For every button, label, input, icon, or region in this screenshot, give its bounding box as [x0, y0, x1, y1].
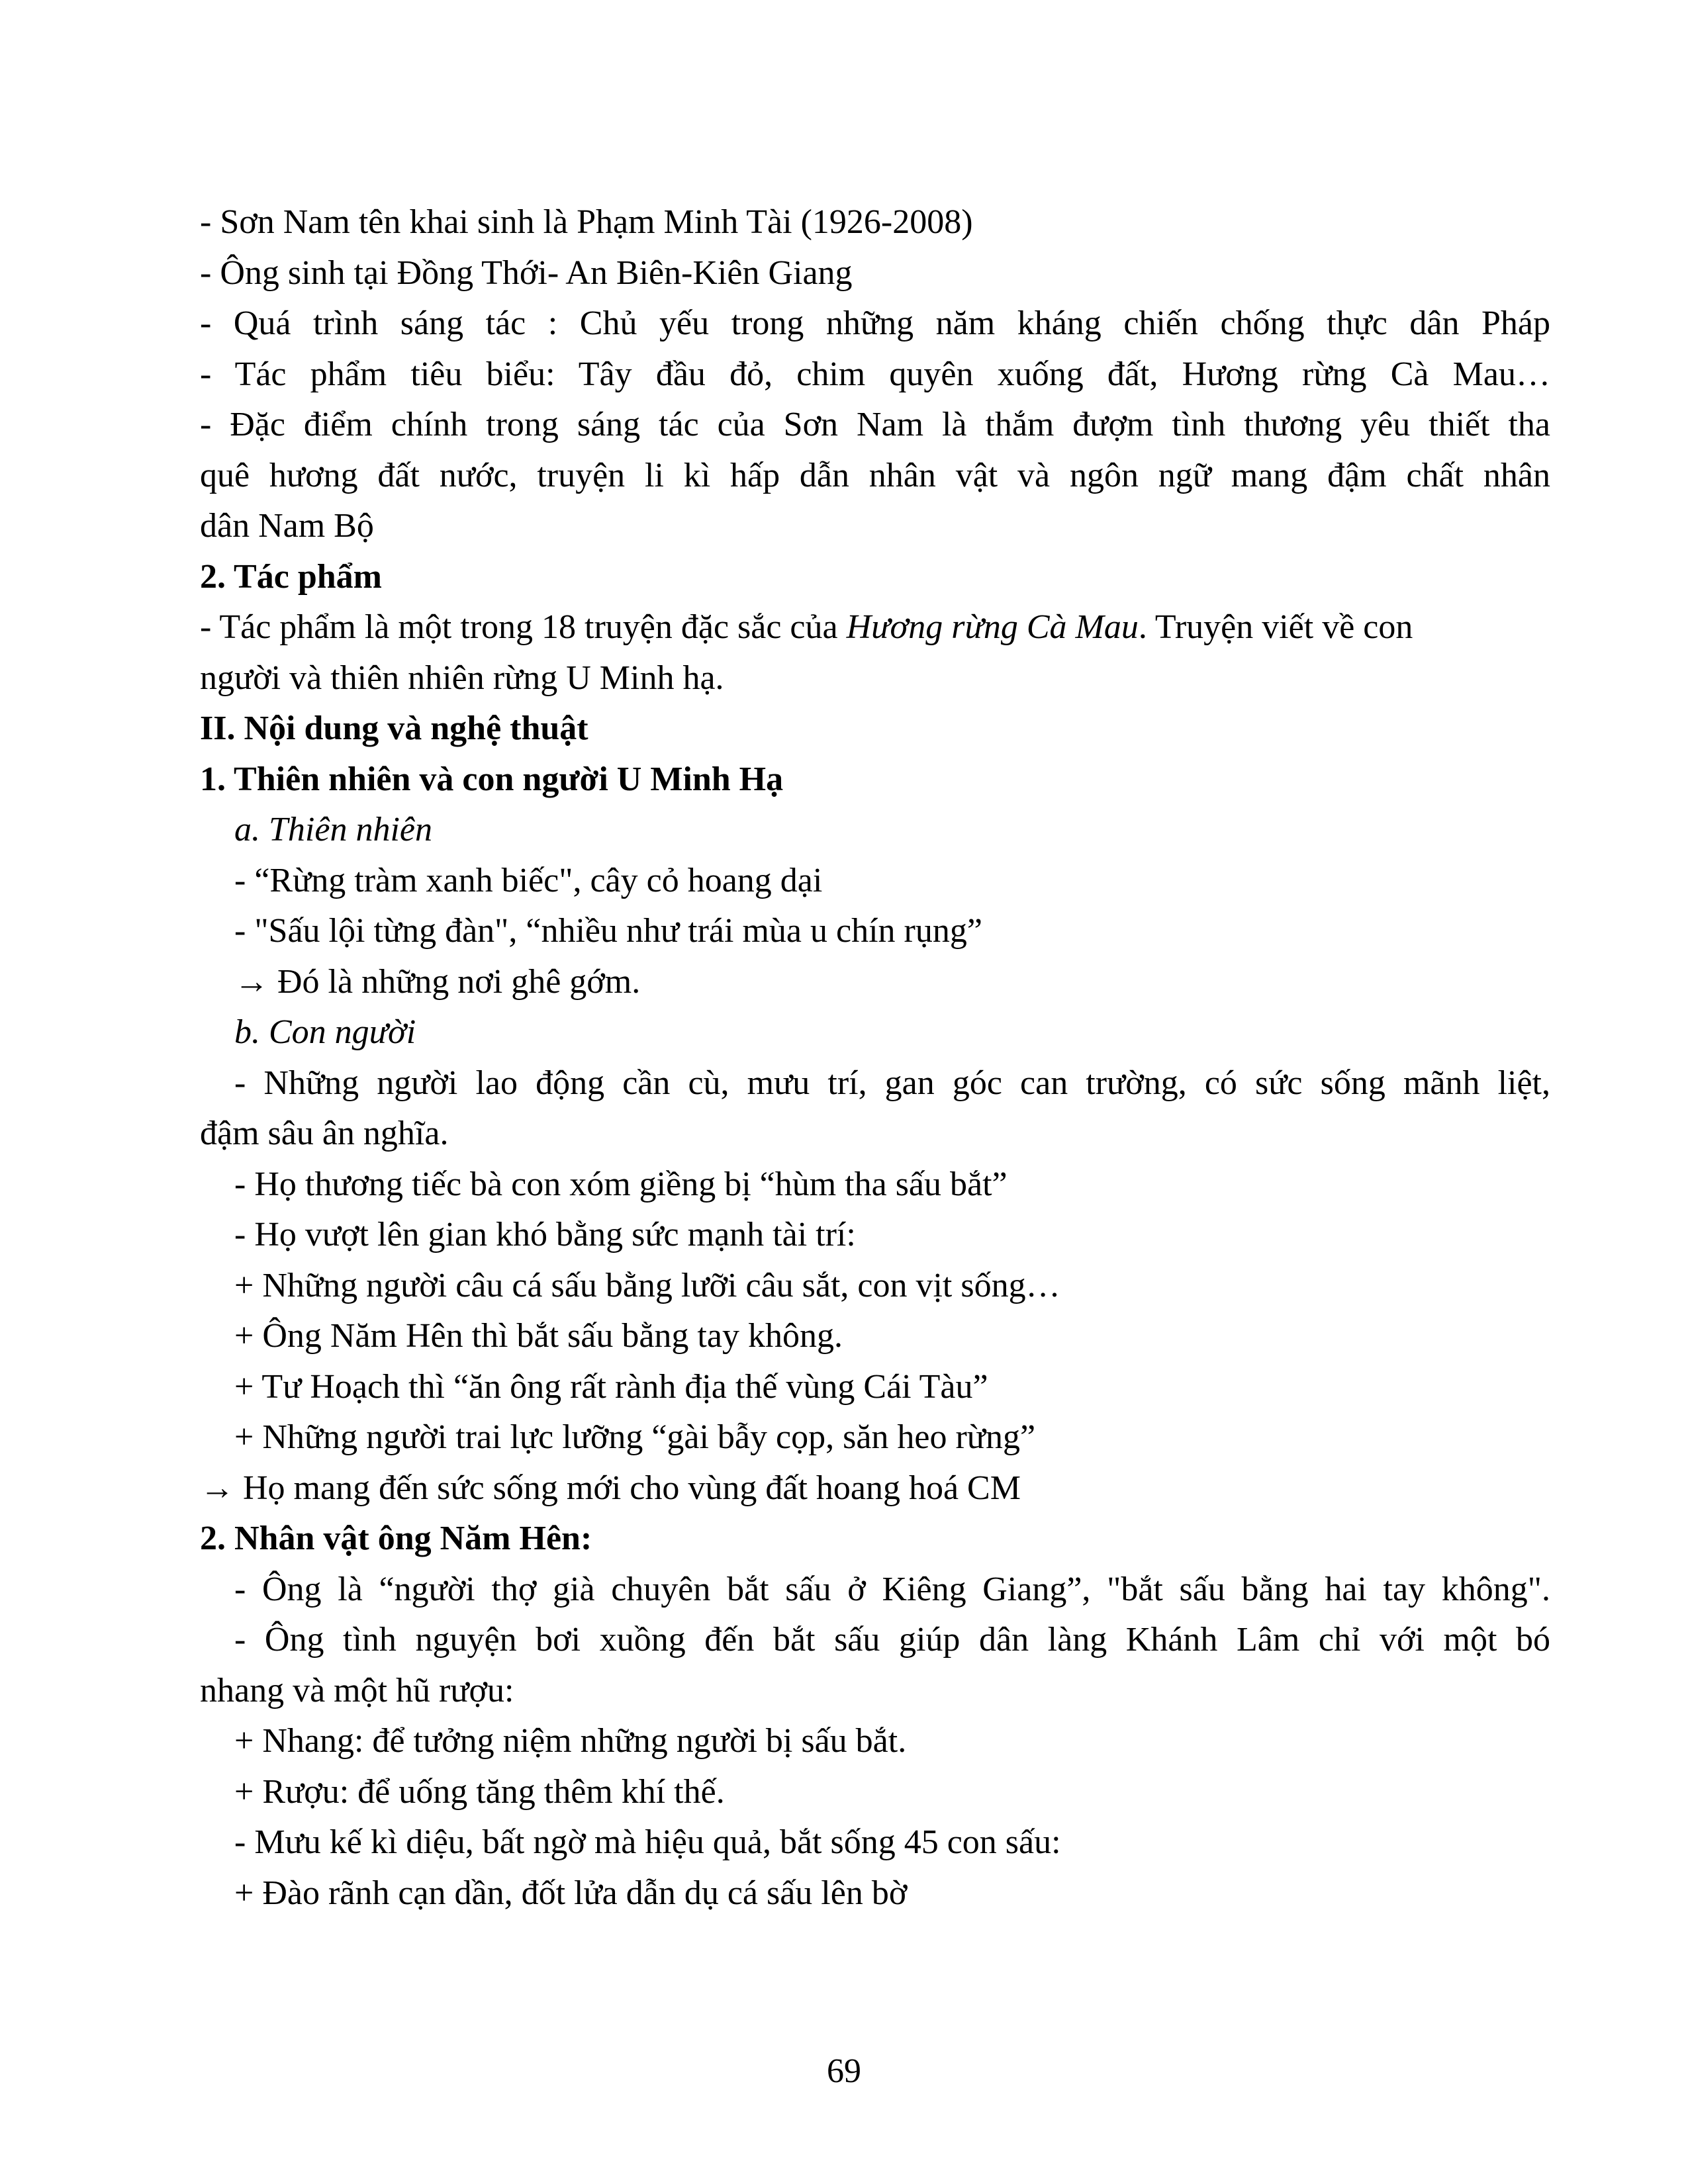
- subsection-heading: 1. Thiên nhiên và con người U Minh Hạ: [200, 760, 784, 798]
- text-line: [200, 602, 1550, 653]
- text-segment: - Tác phẩm là một trong 18 truyện đặc sắc của: [200, 608, 847, 646]
- page-number: 69: [827, 2052, 861, 2090]
- text-line: - Quá trình sáng tác : Chủ yếu trong những năm kháng chiến chống thực dân Pháp: [200, 304, 1550, 342]
- conclusion-line: → Họ mang đến sức sống mới cho vùng đất hoang hoá CM: [200, 1469, 1021, 1507]
- text-line: - "Sấu lội từng đàn", “nhiều như trái mùa u chín rụng”: [234, 912, 982, 950]
- text-line: quê hương đất nước, truyện li kì hấp dẫn nhân vật và ngôn ngữ mang đậm chất nhân: [200, 456, 1550, 494]
- sub-heading: b. Con người: [234, 1013, 416, 1051]
- bullet-item: + Rượu: để uống tăng thêm khí thế.: [234, 1772, 725, 1811]
- book-title: Hương rừng Cà Mau: [846, 608, 1139, 646]
- bullet-item: + Đào rãnh cạn dần, đốt lửa dẫn dụ cá sấu lên bờ: [234, 1874, 908, 1912]
- text-line: - “Rừng tràm xanh biếc", cây cỏ hoang dại: [234, 861, 823, 899]
- text-line: - Tác phẩm tiêu biểu: Tây đầu đỏ, chim quyên xuống đất, Hương rừng Cà Mau…: [200, 355, 1550, 393]
- text-line: người và thiên nhiên rừng U Minh hạ.: [200, 659, 724, 697]
- text-line: nhang và một hũ rượu:: [200, 1671, 514, 1709]
- text-line: đậm sâu ân nghĩa.: [200, 1115, 449, 1152]
- section-heading: 2. Tác phẩm: [200, 557, 382, 596]
- bullet-item: + Nhang: để tưởng niệm những người bị sấu bắt.: [234, 1722, 907, 1760]
- text-line: - Ông tình nguyện bơi xuồng đến bắt sấu giúp dân làng Khánh Lâm chỉ với một bó: [234, 1621, 1550, 1659]
- subsection-heading: 2. Nhân vật ông Năm Hên:: [200, 1520, 592, 1557]
- text-line: - Ông sinh tại Đồng Thới- An Biên-Kiên Giang: [200, 253, 853, 292]
- bullet-item: + Ông Năm Hên thì bắt sấu bằng tay không.: [234, 1317, 843, 1355]
- bullet-item: + Những người câu cá sấu bằng lưỡi câu sắt, con vịt sống…: [234, 1266, 1060, 1304]
- text-line: dân Nam Bộ: [200, 507, 374, 545]
- section-heading: II. Nội dung và nghệ thuật: [200, 709, 588, 747]
- text-line: - Sơn Nam tên khai sinh là Phạm Minh Tài (1926-2008): [200, 203, 973, 241]
- page-content: [200, 197, 1550, 1919]
- conclusion-line: → Đó là những nơi ghê gớm.: [234, 962, 641, 1001]
- bullet-item: + Những người trai lực lưỡng “gài bẫy cọp, săn heo rừng”: [234, 1418, 1036, 1456]
- text-segment: . Truyện viết về con: [1138, 608, 1413, 646]
- text-line: - Họ thương tiếc bà con xóm giềng bị “hùm tha sấu bắt”: [234, 1165, 1008, 1203]
- sub-heading: a. Thiên nhiên: [234, 811, 432, 848]
- text-line: - Những người lao động cần cù, mưu trí, gan góc can trường, có sức sống mãnh liệt,: [234, 1064, 1550, 1102]
- bullet-item: + Tư Hoạch thì “ăn ông rất rành địa thế vùng Cái Tàu”: [234, 1367, 988, 1406]
- text-line: - Mưu kế kì diệu, bất ngờ mà hiệu quả, bắt sống 45 con sấu:: [234, 1823, 1061, 1861]
- text-line: - Đặc điểm chính trong sáng tác của Sơn Nam là thắm đượm tình thương yêu thiết tha: [200, 406, 1550, 443]
- text-line: - Họ vượt lên gian khó bằng sức mạnh tài trí:: [234, 1216, 856, 1253]
- text-line: - Ông là “người thợ già chuyên bắt sấu ở Kiêng Giang”, "bắt sấu bằng hai tay không".: [234, 1570, 1550, 1608]
